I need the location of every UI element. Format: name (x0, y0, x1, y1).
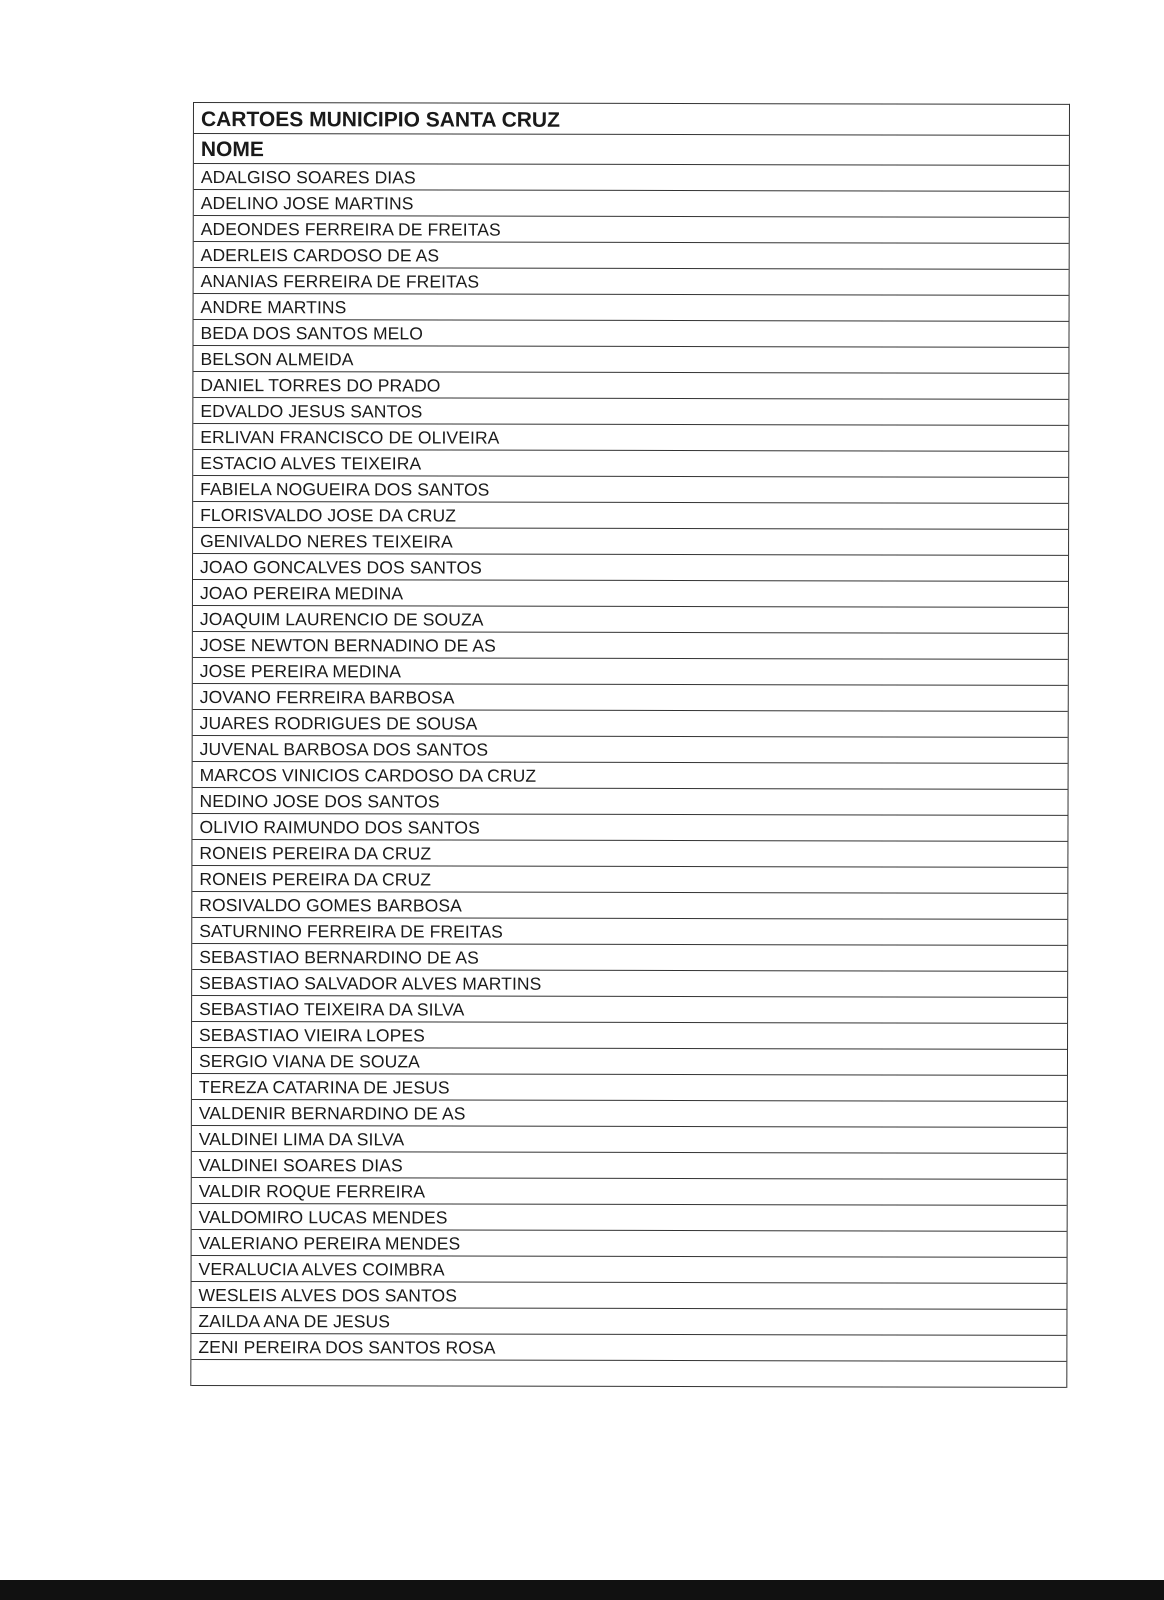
table-row: VALERIANO PEREIRA MENDES (192, 1230, 1067, 1258)
table-row: SATURNINO FERREIRA DE FREITAS (192, 918, 1067, 946)
table-row: SEBASTIAO VIEIRA LOPES (192, 1022, 1067, 1050)
table-row: VALDOMIRO LUCAS MENDES (192, 1204, 1067, 1232)
table-row: FABIELA NOGUEIRA DOS SANTOS (193, 476, 1068, 504)
table-row: SERGIO VIANA DE SOUZA (192, 1048, 1067, 1076)
table-row: NEDINO JOSE DOS SANTOS (193, 788, 1068, 816)
table-row: WESLEIS ALVES DOS SANTOS (191, 1282, 1066, 1310)
table-row: ROSIVALDO GOMES BARBOSA (192, 892, 1067, 920)
table-row: JUARES RODRIGUES DE SOUSA (193, 710, 1068, 738)
table-row: GENIVALDO NERES TEIXEIRA (193, 528, 1068, 556)
table-title: CARTOES MUNICIPIO SANTA CRUZ (194, 103, 1069, 136)
column-header-nome: NOME (194, 134, 1069, 166)
table-row: JOVANO FERREIRA BARBOSA (193, 684, 1068, 712)
table-row: JOAO GONCALVES DOS SANTOS (193, 554, 1068, 582)
table-row: RONEIS PEREIRA DA CRUZ (192, 840, 1067, 868)
table-row: ADALGISO SOARES DIAS (194, 164, 1069, 192)
table-row: BEDA DOS SANTOS MELO (193, 320, 1068, 348)
table-row: TEREZA CATARINA DE JESUS (192, 1074, 1067, 1102)
table-row: ADELINO JOSE MARTINS (194, 190, 1069, 218)
name-table (190, 102, 1070, 1388)
table-row: JUVENAL BARBOSA DOS SANTOS (193, 736, 1068, 764)
table-row: VERALUCIA ALVES COIMBRA (192, 1256, 1067, 1284)
table-row: FLORISVALDO JOSE DA CRUZ (193, 502, 1068, 530)
table-row: RONEIS PEREIRA DA CRUZ (192, 866, 1067, 894)
table-row: ANANIAS FERREIRA DE FREITAS (194, 268, 1069, 296)
table-row: JOAO PEREIRA MEDINA (193, 580, 1068, 608)
table-row: ADEONDES FERREIRA DE FREITAS (194, 216, 1069, 244)
table-row: ANDRE MARTINS (194, 294, 1069, 322)
table-row: VALDIR ROQUE FERREIRA (192, 1178, 1067, 1206)
table-row: SEBASTIAO BERNARDINO DE AS (192, 944, 1067, 972)
table-row: VALDENIR BERNARDINO DE AS (192, 1100, 1067, 1128)
table-row: SEBASTIAO SALVADOR ALVES MARTINS (192, 970, 1067, 998)
table-row: JOSE NEWTON BERNADINO DE AS (193, 632, 1068, 660)
table-row: VALDINEI SOARES DIAS (192, 1152, 1067, 1180)
table-row: JOSE PEREIRA MEDINA (193, 658, 1068, 686)
scan-edge-bar (0, 1580, 1164, 1600)
table-row: ZAILDA ANA DE JESUS (191, 1308, 1066, 1336)
table-row: ERLIVAN FRANCISCO DE OLIVEIRA (193, 424, 1068, 452)
name-list (191, 164, 1069, 1362)
table-row: OLIVIO RAIMUNDO DOS SANTOS (192, 814, 1067, 842)
table-row: JOAQUIM LAURENCIO DE SOUZA (193, 606, 1068, 634)
table-row: MARCOS VINICIOS CARDOSO DA CRUZ (193, 762, 1068, 790)
table-row: VALDINEI LIMA DA SILVA (192, 1126, 1067, 1154)
table-row: ESTACIO ALVES TEIXEIRA (193, 450, 1068, 478)
empty-row (191, 1360, 1066, 1388)
table-row: EDVALDO JESUS SANTOS (193, 398, 1068, 426)
table-row: SEBASTIAO TEIXEIRA DA SILVA (192, 996, 1067, 1024)
table-row: DANIEL TORRES DO PRADO (193, 372, 1068, 400)
table-row: ZENI PEREIRA DOS SANTOS ROSA (191, 1334, 1066, 1362)
table-row: ADERLEIS CARDOSO DE AS (194, 242, 1069, 270)
table-row: BELSON ALMEIDA (193, 346, 1068, 374)
